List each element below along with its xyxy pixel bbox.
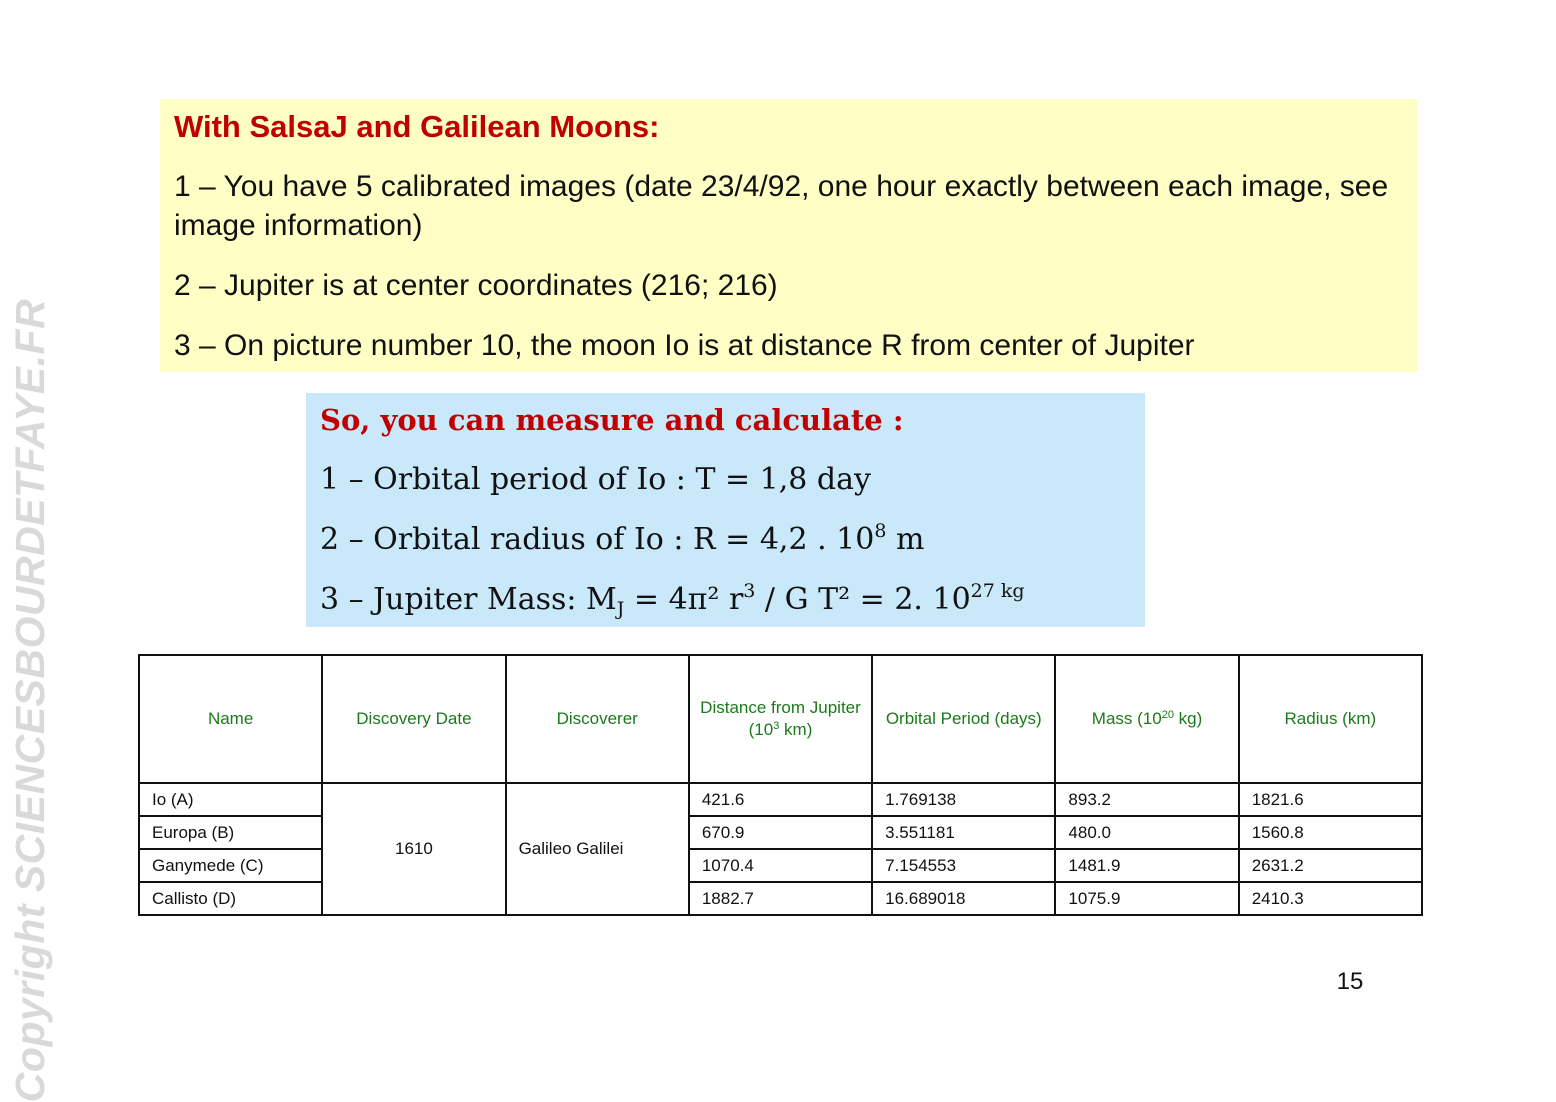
mass-r-exponent: 3: [743, 580, 756, 602]
cell-name: Ganymede (C): [139, 849, 322, 882]
cell-period: 16.689018: [872, 882, 1055, 915]
header-distance-exp: 3: [773, 720, 780, 732]
cell-discovery-date: 1610: [322, 783, 505, 915]
radius-unit: m: [886, 522, 925, 557]
cell-radius: 2410.3: [1239, 882, 1422, 915]
cell-period: 1.769138: [872, 783, 1055, 816]
cell-period: 7.154553: [872, 849, 1055, 882]
instruction-item-3: 3 – On picture number 10, the moon Io is at distance R from center of Jupiter: [174, 329, 1195, 362]
cell-name: Europa (B): [139, 816, 322, 849]
header-distance-unit: km): [779, 720, 813, 739]
result-radius: [320, 521, 1131, 559]
result-period: 1 – Orbital period of Io : T = 1,8 day: [320, 462, 871, 497]
header-discoverer: Discoverer: [506, 655, 689, 783]
instruction-item-1: 1 – You have 5 calibrated images (date 23/4/92, one hour exactly between each image, see image information): [174, 170, 1389, 242]
cell-radius: 2631.2: [1239, 849, 1422, 882]
cell-mass: 1481.9: [1055, 849, 1238, 882]
cell-mass: 893.2: [1055, 783, 1238, 816]
radius-exponent: 8: [874, 520, 887, 542]
cell-period: 3.551181: [872, 816, 1055, 849]
galilean-moons-table: [138, 654, 1423, 916]
table-header-row: [139, 655, 1422, 783]
header-name: Name: [139, 655, 322, 783]
header-distance-text: Distance from Jupiter (10: [700, 698, 861, 739]
results-title: So, you can measure and calculate :: [320, 403, 904, 437]
watermark-text: Copyright SCIENCESBOURDETFAYE.FR: [7, 298, 54, 1102]
header-mass-text: Mass (10: [1091, 709, 1162, 728]
header-radius: Radius (km): [1239, 655, 1422, 783]
mass-formula: = 4π² r: [624, 582, 744, 617]
instruction-item-2: 2 – Jupiter is at center coordinates (216; 216): [174, 269, 778, 302]
results-box: [306, 393, 1145, 627]
cell-name: Callisto (D): [139, 882, 322, 915]
cell-mass: 1075.9: [1055, 882, 1238, 915]
table-row: [139, 783, 1422, 816]
mass-formula-rest: / G T² = 2. 10: [755, 582, 971, 617]
mass-text: 3 – Jupiter Mass: M: [320, 582, 617, 617]
cell-mass: 480.0: [1055, 816, 1238, 849]
result-mass: [320, 581, 1131, 619]
header-orbital-period: Orbital Period (days): [872, 655, 1055, 783]
page-number: 15: [1336, 968, 1364, 995]
instructions-title: With SalsaJ and Galilean Moons:: [174, 109, 660, 144]
header-mass-exp: 20: [1161, 709, 1174, 721]
cell-distance: 1070.4: [689, 849, 872, 882]
header-distance: [689, 655, 872, 783]
cell-distance: 1882.7: [689, 882, 872, 915]
copyright-watermark: [2, 298, 60, 1102]
header-discovery-date: Discovery Date: [322, 655, 505, 783]
cell-distance: 421.6: [689, 783, 872, 816]
mass-subscript: J: [616, 598, 625, 620]
instructions-box: [160, 99, 1418, 372]
cell-distance: 670.9: [689, 816, 872, 849]
cell-name: Io (A): [139, 783, 322, 816]
cell-radius: 1560.8: [1239, 816, 1422, 849]
header-mass-unit: kg): [1173, 709, 1203, 728]
mass-exponent: 27 kg: [970, 580, 1025, 602]
cell-discoverer: Galileo Galilei: [506, 783, 689, 915]
cell-radius: 1821.6: [1239, 783, 1422, 816]
header-mass: [1055, 655, 1238, 783]
radius-text: 2 – Orbital radius of Io : R = 4,2 . 10: [320, 522, 875, 557]
